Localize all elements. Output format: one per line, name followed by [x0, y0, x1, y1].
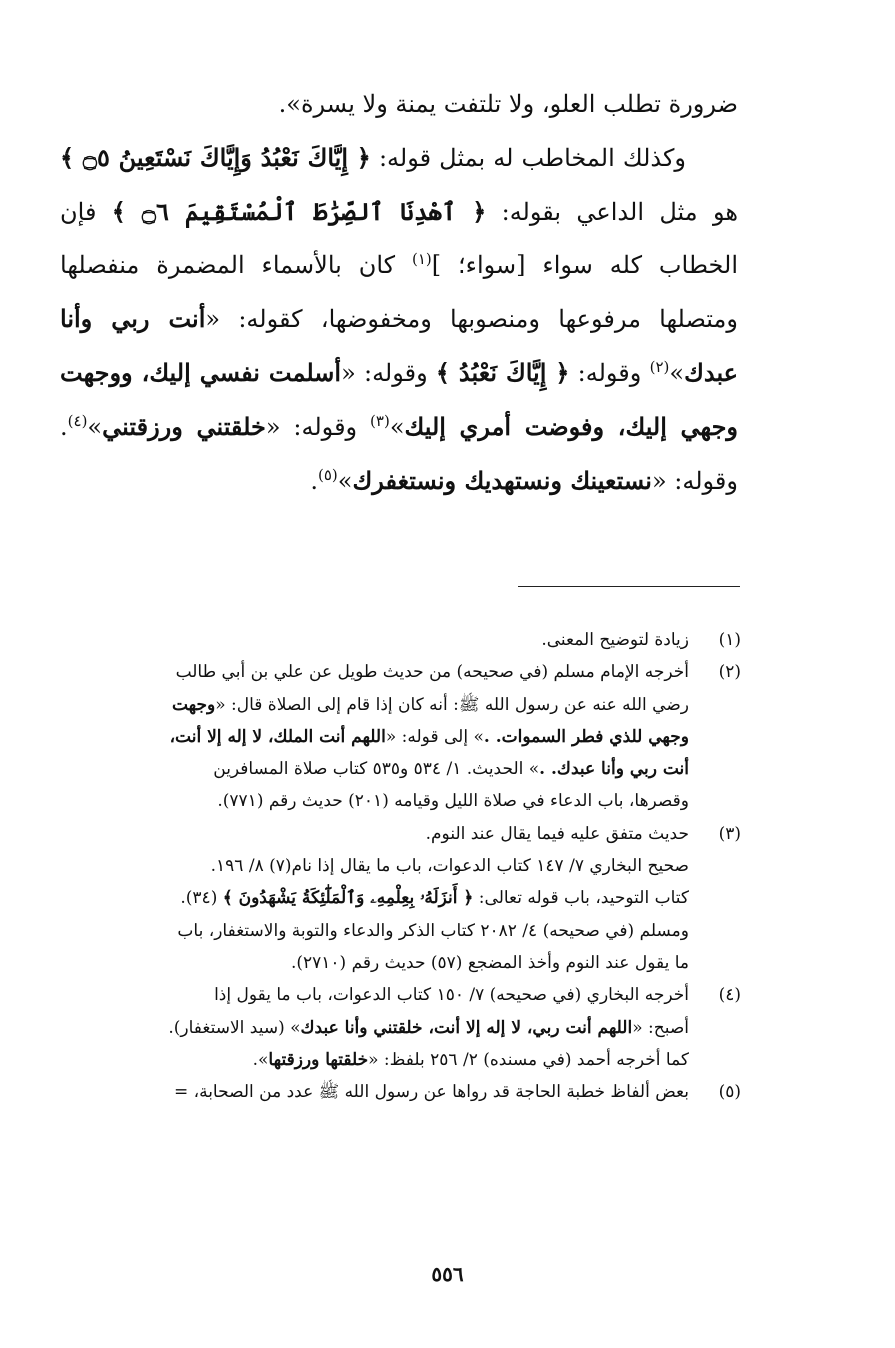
- bold-quote: خلقتني ورزقتني: [102, 412, 266, 441]
- text-run: ما يقول عند النوم وأخذ المضجع (٥٧) حديث رقم (٢٧١٠).: [290, 952, 689, 973]
- text-run: » (سيد الاستغفار).: [168, 1017, 301, 1038]
- text-run: ».: [252, 1049, 269, 1070]
- quran-verse: ﴿ أَنزَلَهُۥ بِعِلْمِهِۦ وَٱلْمَلَٰٓئِكَةُ يَشْهَدُونَ ﴾: [222, 888, 474, 909]
- footnote-line: [56, 882, 689, 914]
- footnote-line: [56, 1076, 689, 1108]
- text-run: أخرجه الإمام مسلم (في صحيحه) من حديث طويل عن علي بن أبي طالب: [175, 662, 689, 683]
- text-run: (٣٤).: [180, 888, 223, 909]
- text-run: »: [669, 359, 685, 387]
- text-run: »: [389, 413, 405, 441]
- footnote-line: [56, 818, 689, 850]
- footnote-5: [56, 1076, 741, 1108]
- footnote-marker: (٣): [370, 412, 390, 430]
- text-run: وكذلك المخاطب له بمثل قوله:: [370, 144, 686, 172]
- text-run: »: [87, 413, 103, 441]
- footnote-line: [56, 1044, 689, 1076]
- footnote-number: (١): [718, 630, 741, 650]
- bold-quote: اللهم أنت ربي، لا إله إلا أنت، خلقتني وأنا عبدك: [300, 1017, 633, 1038]
- footnote-number: (٣): [718, 823, 741, 844]
- text-run: » إلى قوله: «: [385, 726, 484, 747]
- footnote-marker: (٢): [649, 358, 670, 376]
- text-run: كما أخرجه أحمد (في مسنده) ٢/ ٢٥٦ بلفظ: «: [368, 1049, 689, 1070]
- text-run: كتاب التوحيد، باب قوله تعالى:: [473, 888, 689, 909]
- quran-verse: ﴿ إِيَّاكَ نَعْبُدُ وَإِيَّاكَ نَسْتَعِينُ ۝٥ ﴾: [60, 143, 371, 172]
- quran-verse: ﴿ إِيَّاكَ نَعْبُدُ ﴾: [435, 358, 570, 387]
- paragraph-1: ضرورة تطلب العلو، ولا تلتفت يمنة ولا يسرة».: [278, 90, 738, 118]
- text-run: حديث متفق عليه فيما يقال عند النوم.: [425, 823, 689, 844]
- footnote-separator: [518, 586, 740, 587]
- bold-quote: أنت ربي وأنا عبدك: [60, 304, 739, 387]
- footnote-4: [56, 979, 741, 1076]
- bold-quote: وجهي للذي فطر السموات. .: [483, 726, 689, 747]
- text-run: » الحديث. ١/ ٥٣٤ و٥٣٥ كتاب صلاة المسافرين: [213, 759, 540, 780]
- footnote-2: [56, 656, 741, 817]
- text-run: وقوله: «: [265, 413, 371, 441]
- text-run: صحيح البخاري ٧/ ١٤٧ كتاب الدعوات، باب ما يقال إذا نام(٧) ٨/ ١٩٦.: [210, 856, 689, 877]
- footnote-line: [56, 785, 689, 817]
- footnote-marker: (٥): [318, 466, 338, 484]
- footnote-line: [56, 624, 689, 656]
- bold-quote: أنت ربي وأنا عبدك. .: [539, 759, 689, 780]
- footnote-line: [56, 1012, 689, 1044]
- footnote-line: [56, 753, 689, 785]
- text-run: أصبح: «: [632, 1017, 689, 1038]
- bold-quote: نستعينك ونستهديك ونستغفرك: [352, 466, 652, 495]
- text-run: .: [310, 467, 318, 495]
- footnote-number: (٥): [718, 1082, 741, 1103]
- footnote-line: [56, 656, 689, 688]
- quran-verse: ﴿ ٱهْدِنَا ٱلصِّرَٰطَ ٱلْمُسْتَقِيمَ ۝٦ ﴾: [111, 197, 487, 226]
- bold-quote: اللهم أنت الملك، لا إله إلا أنت،: [169, 726, 386, 747]
- footnote-3: [56, 818, 741, 979]
- footnote-number: (٤): [718, 985, 741, 1006]
- footnote-line: [56, 721, 689, 753]
- text-run: ومسلم (في صحيحه) ٤/ ٢٠٨٢ كتاب الذكر والدعاء والتوبة والاستغفار، باب: [177, 920, 689, 941]
- footnote-marker: (٤): [67, 412, 88, 430]
- text-run: هو مثل الداعي بقوله:: [486, 198, 739, 226]
- text-run: وقوله:: [569, 359, 650, 387]
- footnotes: [56, 624, 741, 1108]
- text-run: رضي الله عنه عن رسول الله ﷺ: أنه كان إذا قام إلى الصلاة قال: «: [215, 694, 689, 715]
- footnote-line: [56, 689, 689, 721]
- footnote-line: [56, 850, 689, 882]
- text-run: زيادة لتوضيح المعنى.: [541, 630, 689, 650]
- bold-quote: وجهت: [171, 694, 216, 715]
- footnote-1: [56, 624, 741, 656]
- text-run: وقوله: «: [341, 359, 436, 387]
- footnote-line: [56, 947, 689, 979]
- bold-quote: أسلمت نفسي إليك، ووجهت وجهي إليك، وفوضت أمري إليك: [60, 358, 739, 441]
- main-text: [60, 78, 738, 508]
- footnote-number: (٢): [718, 662, 741, 683]
- text-run: »: [337, 467, 353, 495]
- footnote-line: [56, 915, 689, 947]
- footnote-line: [56, 979, 689, 1011]
- footnote-marker: (١): [412, 250, 432, 268]
- text-run: كان بالأسماء المضمرة منفصلها ومتصلها مرفوعها ومنصوبها ومخفوضها، كقوله: «: [60, 251, 738, 333]
- text-run: بعض ألفاظ خطبة الحاجة قد رواها عن رسول الله ﷺ عدد من الصحابة، =: [173, 1082, 689, 1103]
- text-run: أخرجه البخاري (في صحيحه) ٧/ ١٥٠ كتاب الدعوات، باب ما يقول إذا: [214, 985, 689, 1006]
- text-run: وقصرها، باب الدعاء في صلاة الليل وقيامه (٢٠١) حديث رقم (٧٧١).: [217, 791, 689, 812]
- bold-quote: خلقتها ورزقتها: [268, 1049, 369, 1070]
- text-run: فإن الخطاب كله سواء [سواء؛ ]: [60, 198, 738, 279]
- text-run: . وقوله: «: [60, 413, 738, 495]
- page-number: ٥٥٦: [431, 1262, 464, 1286]
- paragraph-2: [60, 131, 738, 508]
